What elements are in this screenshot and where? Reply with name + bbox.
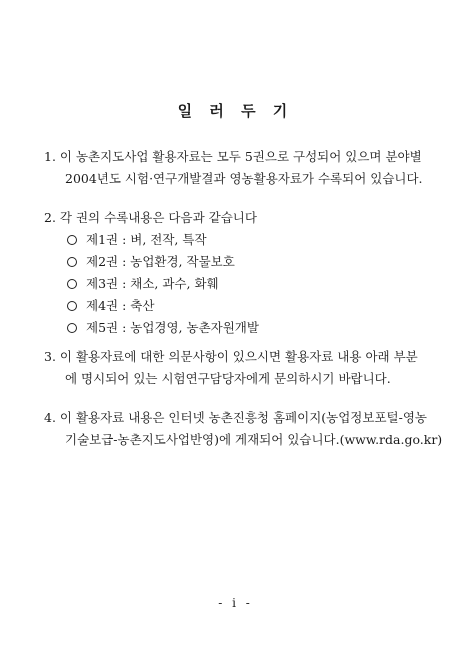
notice-item-1-line-2: 2004년도 시험·연구개발결과 영농활용자료가 수록되어 있습니다. bbox=[65, 171, 423, 186]
notice-item-4-line-1: 4. 이 활용자료 내용은 인터넷 농촌진흥청 홈페이지(농업정보포털-영농 bbox=[44, 410, 427, 425]
volume-list-item bbox=[44, 295, 444, 317]
notice-item-1-line-1: 1. 이 농촌지도사업 활용자료는 모두 5권으로 구성되어 있으며 분야별 bbox=[44, 149, 422, 164]
notice-item-3-line-2: 에 명시되어 있는 시험연구담당자에게 문의하시기 바랍니다. bbox=[65, 371, 391, 386]
volume-list-item bbox=[44, 273, 444, 295]
volume-label: 제4권 : 축산 bbox=[86, 298, 155, 313]
volume-label: 제2권 : 농업환경, 작물보호 bbox=[86, 254, 235, 269]
page-number: - i - bbox=[218, 596, 253, 610]
volume-list-item bbox=[44, 251, 444, 273]
notice-item-1 bbox=[44, 146, 444, 190]
notice-item-2-line-1: 2. 각 권의 수록내용은 다음과 같습니다 bbox=[44, 210, 257, 225]
circle-bullet-icon bbox=[67, 301, 77, 311]
page-title: 일 러 두 기 bbox=[177, 102, 294, 120]
volume-list bbox=[44, 229, 444, 339]
volume-label: 제5권 : 농업경영, 농촌자원개발 bbox=[86, 320, 259, 335]
notice-item-3-line-1: 3. 이 활용자료에 대한 의문사항이 있으시면 활용자료 내용 아래 부분 bbox=[44, 349, 418, 364]
volume-label: 제3권 : 채소, 과수, 화훼 bbox=[86, 276, 219, 291]
notice-item-2 bbox=[44, 207, 444, 339]
volume-list-item bbox=[44, 317, 444, 339]
notice-item-4-line-2: 기술보급-농촌지도사업반영)에 게재되어 있습니다.(www.rda.go.kr) bbox=[65, 432, 443, 447]
volume-label: 제1권 : 벼, 전작, 특작 bbox=[86, 232, 207, 247]
circle-bullet-icon bbox=[67, 323, 77, 333]
circle-bullet-icon bbox=[67, 279, 77, 289]
circle-bullet-icon bbox=[67, 257, 77, 267]
notice-item-4 bbox=[44, 407, 444, 451]
notice-item-3 bbox=[44, 346, 444, 390]
circle-bullet-icon bbox=[67, 235, 77, 245]
volume-list-item bbox=[44, 229, 444, 251]
